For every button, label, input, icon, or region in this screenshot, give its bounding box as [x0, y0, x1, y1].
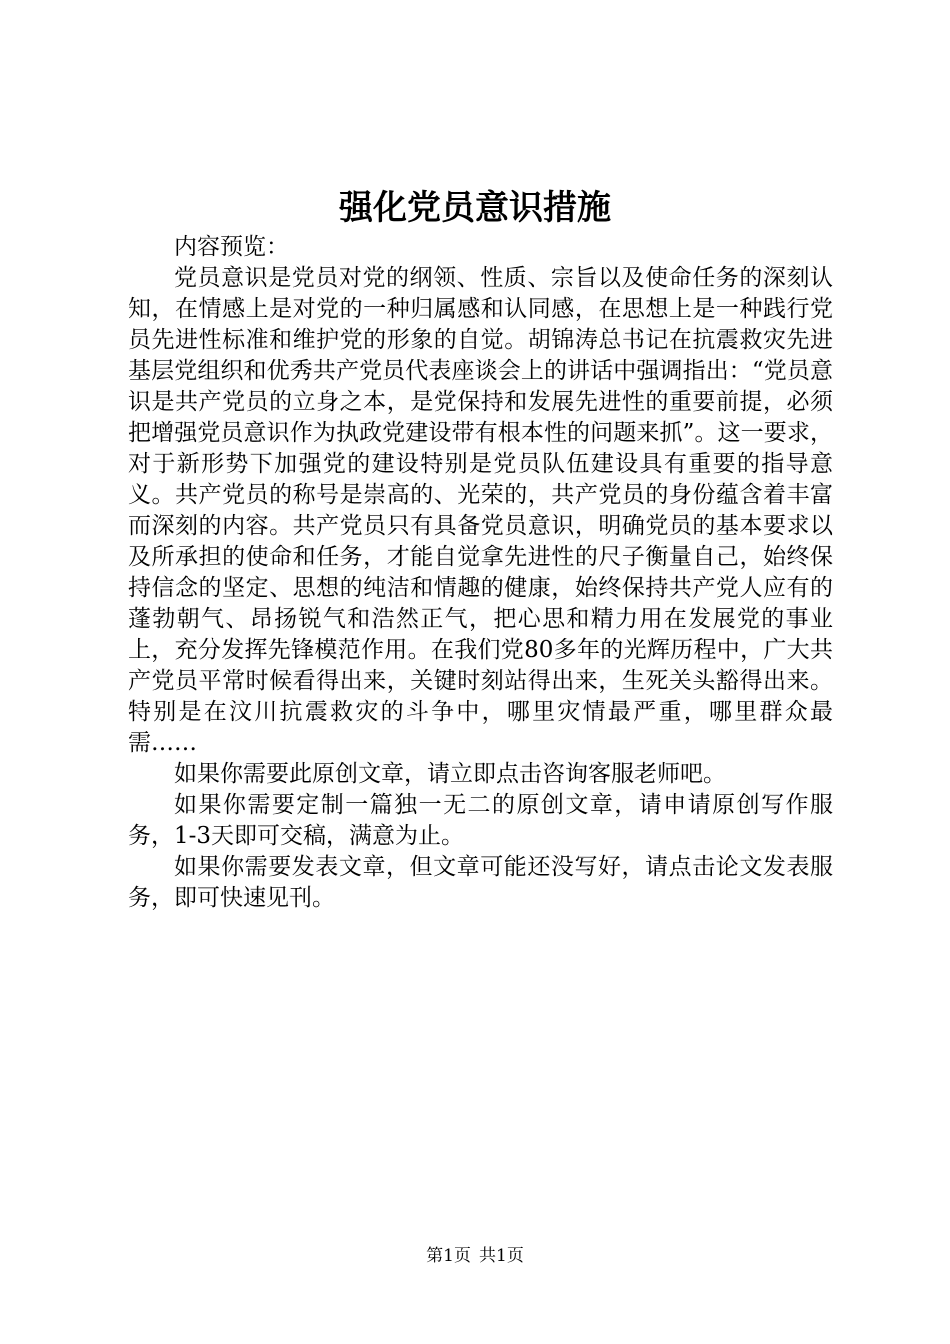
- document-title: 强化党员意识措施: [339, 188, 611, 228]
- publish-paragraph: 如果你需要发表文章，但文章可能还没写好，请点击论文发表服务，即可快速见刊。: [128, 854, 833, 911]
- preview-paragraph: 党员意识是党员对党的纲领、性质、宗旨以及使命任务的深刻认知，在情感上是对党的一种归属感和认同感，在思想上是一种践行党员先进性标准和维护党的形象的自觉。胡锦涛总书记在抗震救灾先进基层党组织和优秀共产党员代表座谈会上的讲话中强调指出：“党员意识是共产党员的立身之本，是党保持和发展先进性的重要前提，必须把增强党员意识作为执政党建设带有根本性的问题来抓”。这一要求，对于新形势下加强党的建设特别是党员队伍建设具有重要的指导意义。共产党员的称号是崇高的、光荣的，共产党员的身份蕴含着丰富而深刻的内容。共产党员只有具备党员意识，明确党员的基本要求以及所承担的使命和任务，才能自觉拿先进性的尺子衡量自己，始终保持信念的坚定、思想的纯洁和情趣的健康，始终保持共产党人应有的蓬勃朝气、昂扬锐气和浩然正气，把心思和精力用在发展党的事业上，充分发挥先锋模范作用。在我们党80多年的光辉历程中，广大共产党员平常时候看得出来，关键时刻站得出来，生死关头豁得出来。特别是在汶川抗震救灾的斗争中，哪里灾情最严重，哪里群众最需……: [128, 265, 833, 756]
- consult-paragraph: 如果你需要此原创文章，请立即点击咨询客服老师吧。: [174, 761, 726, 787]
- page-footer: [0, 1244, 950, 1268]
- document-body: [128, 232, 833, 914]
- custom-writing-paragraph: 如果你需要定制一篇独一无二的原创文章，请申请原创写作服务，1-3天即可交稿，满意为止。: [128, 792, 833, 849]
- preview-label: 内容预览：: [174, 234, 289, 260]
- page-total: 共1页: [479, 1246, 524, 1266]
- page-number: 第1页: [426, 1246, 471, 1266]
